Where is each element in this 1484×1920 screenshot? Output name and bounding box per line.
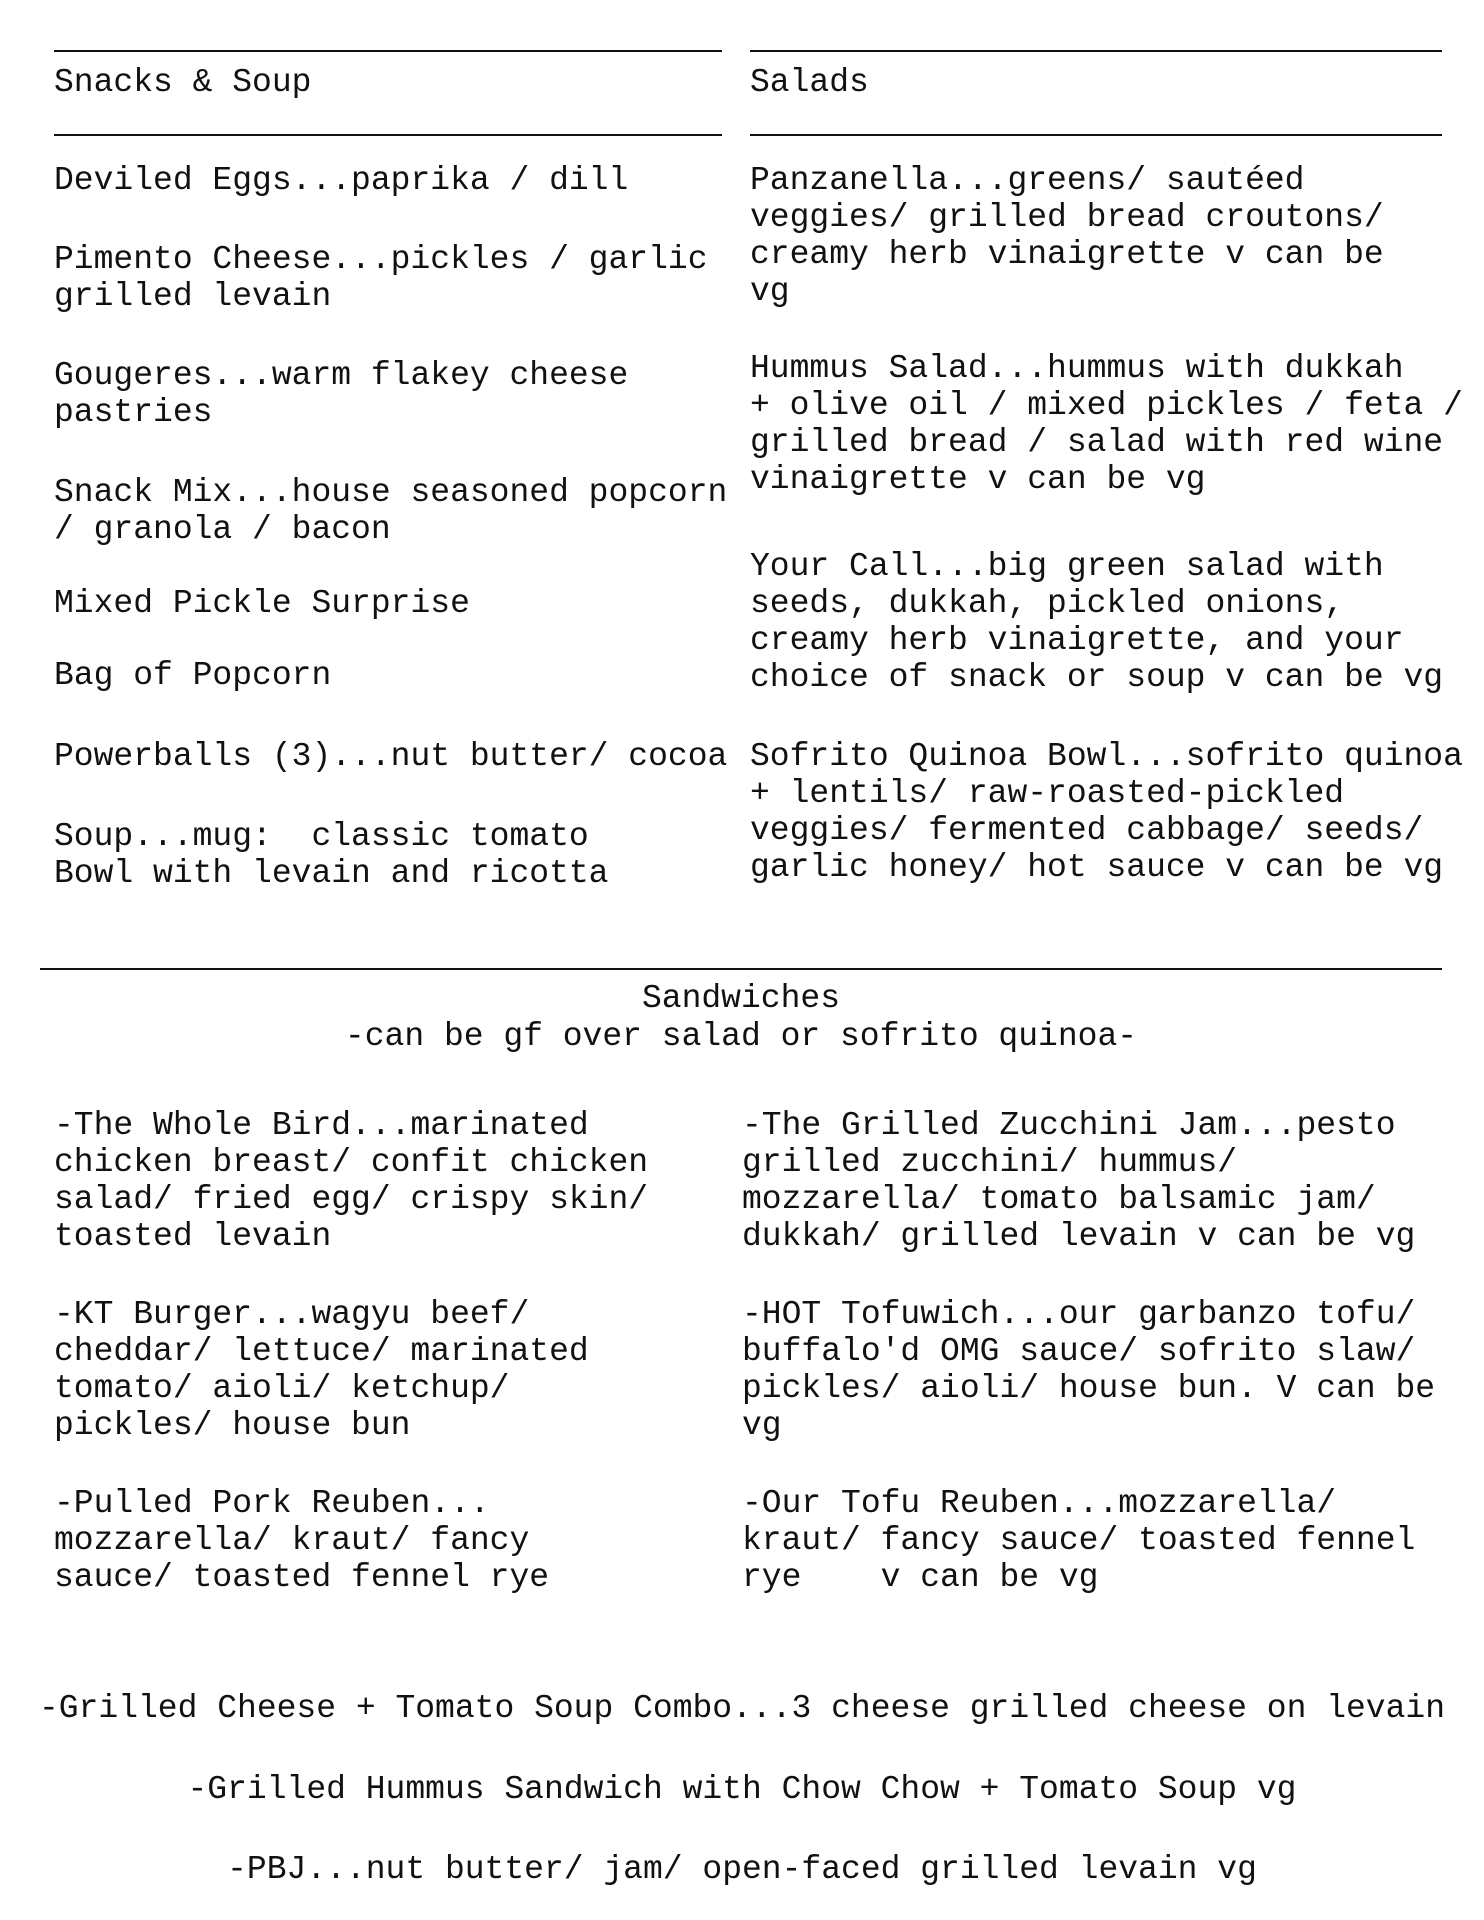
sandwich-grilled-zucchini-jam: -The Grilled Zucchini Jam...pesto grilled zucchini/ hummus/ mozzarella/ tomato balsamic jam/ dukkah/ grilled levain v can be vg — [742, 1107, 1416, 1255]
salad-item-sofrito-bowl: Sofrito Quinoa Bowl...sofrito quinoa + lentils/ raw-roasted-pickled veggies/ fermented cabbage/ seeds/ garlic honey/ hot sauce v can be vg — [750, 738, 1463, 886]
sandwich-grilled-hummus: -Grilled Hummus Sandwich with Chow Chow + Tomato Soup vg — [187, 1771, 1297, 1808]
top-rule-left — [54, 50, 722, 52]
top-rule-right — [750, 50, 1442, 52]
snack-item-gougeres: Gougeres...warm flakey cheese pastries — [54, 357, 629, 431]
salad-item-panzanella: Panzanella...greens/ sautéed veggies/ grilled bread croutons/ creamy herb vinaigrette v can be vg — [750, 162, 1384, 310]
salad-item-hummus: Hummus Salad...hummus with dukkah + olive oil / mixed pickles / feta / grilled bread / salad with red wine vinaigrette v can be vg — [750, 350, 1463, 498]
snack-item-deviled-eggs: Deviled Eggs...paprika / dill — [54, 162, 629, 199]
sandwich-pulled-pork-reuben: -Pulled Pork Reuben... mozzarella/ kraut/ fancy sauce/ toasted fennel rye — [54, 1485, 550, 1596]
salads-heading: Salads — [750, 64, 869, 101]
salad-item-your-call: Your Call...big green salad with seeds, dukkah, pickled onions, creamy herb vinaigrette, and your choice of snack or soup v can be vg — [750, 548, 1444, 696]
snack-item-pimento-cheese: Pimento Cheese...pickles / garlic grilled levain — [54, 241, 708, 315]
sandwich-tofu-reuben: -Our Tofu Reuben...mozzarella/ kraut/ fancy sauce/ toasted fennel rye v can be vg — [742, 1485, 1416, 1596]
snack-item-popcorn: Bag of Popcorn — [54, 657, 332, 694]
sandwich-hot-tofuwich: -HOT Tofuwich...our garbanzo tofu/ buffalo'd OMG sauce/ sofrito slaw/ pickles/ aioli/ house bun. V can be vg — [742, 1296, 1436, 1444]
sandwich-pbj: -PBJ...nut butter/ jam/ open-faced grilled levain vg — [227, 1851, 1257, 1888]
snacks-heading: Snacks & Soup — [54, 64, 312, 101]
sandwich-grilled-cheese-combo: -Grilled Cheese + Tomato Soup Combo...3 cheese grilled cheese on levain — [38, 1690, 1446, 1727]
sandwiches-rule — [40, 968, 1442, 970]
snack-item-soup: Soup...mug: classic tomato Bowl with levain and ricotta — [54, 818, 609, 892]
snack-item-powerballs: Powerballs (3)...nut butter/ cocoa — [54, 738, 728, 775]
snack-item-snack-mix: Snack Mix...house seasoned popcorn / granola / bacon — [54, 474, 728, 548]
header-rule-right — [750, 134, 1442, 136]
snack-item-mixed-pickle: Mixed Pickle Surprise — [54, 585, 470, 622]
sandwich-kt-burger: -KT Burger...wagyu beef/ cheddar/ lettuce/ marinated tomato/ aioli/ ketchup/ pickles/ house bun — [54, 1296, 589, 1444]
sandwiches-subtitle: -can be gf over salad or sofrito quinoa- — [344, 1018, 1138, 1055]
header-rule-left — [54, 134, 722, 136]
sandwiches-heading: Sandwiches — [641, 980, 841, 1017]
sandwich-whole-bird: -The Whole Bird...marinated chicken breast/ confit chicken salad/ fried egg/ crispy skin/ toasted levain — [54, 1107, 649, 1255]
